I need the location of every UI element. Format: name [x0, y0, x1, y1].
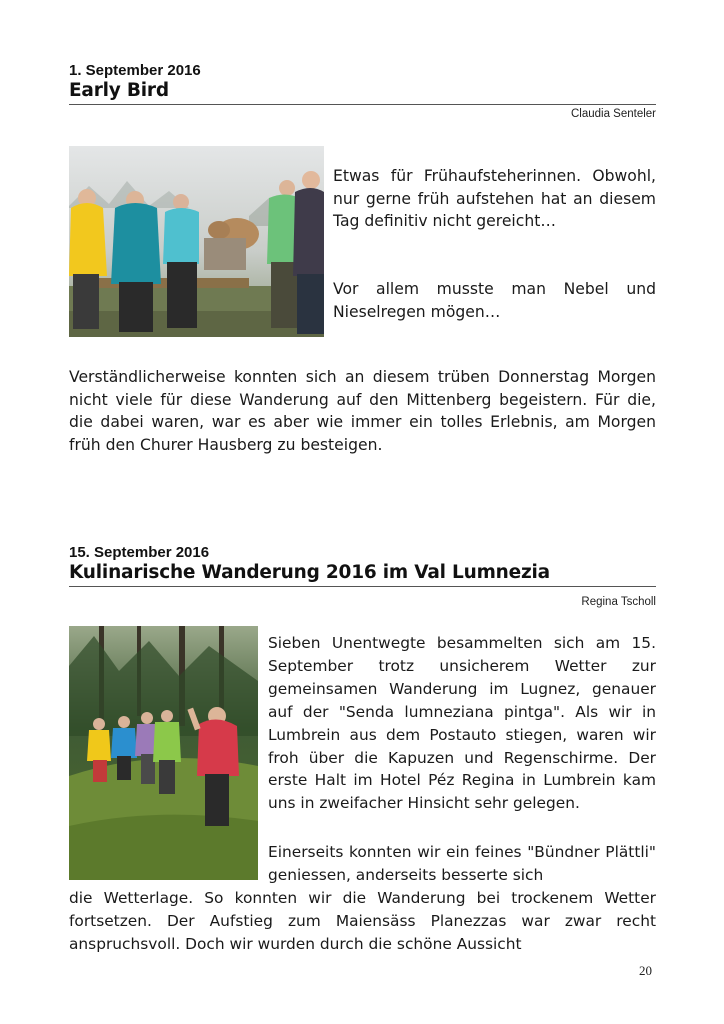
- article2-photo: [69, 626, 258, 880]
- article2-continuation-paragraph: die Wetterlage. So konnten wir die Wanderung bei trockenem Wetter fortsetzen. Der Aufstieg zum Maiensäss Planezzas war zwar recht anspruchsvoll. Doch wir wurden durch die schöne Aussicht: [69, 889, 656, 953]
- article1-side-paragraph-2: Vor allem musste man Nebel und Nieselregen mögen…: [333, 280, 656, 321]
- article2-side-paragraph-2: Einerseits konnten wir ein feines "Bündner Plättli" geniessen, anderseits besserte sich: [268, 843, 656, 884]
- article1-author: Claudia Senteler: [570, 108, 656, 120]
- article1-title-rule: [69, 104, 656, 105]
- article2-title: Kulinarische Wanderung 2016 im Val Lumnezia: [69, 562, 550, 583]
- article1-photo: [69, 146, 324, 337]
- article2-side-paragraph-1: Sieben Unentwegte besammelten sich am 15. September trotz unsicherem Wetter zur gemeinsamen Wanderung im Lugnez, genauer auf der "Senda lumneziana pintga". Als wir in Lumbrein aus dem Postauto stiegen, waren wir froh über die Kapuzen und Regenschirme. Der erste Halt im Hotel Péz Regina in Lumbrein kam uns in zweifacher Hinsicht sehr gelegen.: [268, 634, 656, 813]
- article2-date: 15. September 2016: [69, 544, 210, 561]
- article1-side-paragraph-1: Etwas für Frühaufsteherinnen. Obwohl, nur gerne früh aufstehen hat an diesem Tag definitiv nicht gereicht…: [333, 167, 656, 230]
- article1-title: Early Bird: [69, 80, 169, 101]
- group-photo-icon: [69, 626, 258, 880]
- page-number: 20: [639, 963, 652, 978]
- article2-author: Regina Tscholl: [581, 596, 656, 608]
- article1-date: 1. September 2016: [69, 62, 201, 79]
- group-photo-icon: [69, 146, 324, 337]
- article2-title-rule: [69, 586, 656, 587]
- article1-paragraph: Verständlicherweise konnten sich an diesem trüben Donnerstag Morgen nicht viele für diese Wanderung auf den Mittenberg begeistern. Für die, die dabei waren, war es aber wie immer ein tolles Erlebnis, am Morgen früh den Churer Hausberg zu besteigen.: [69, 368, 656, 454]
